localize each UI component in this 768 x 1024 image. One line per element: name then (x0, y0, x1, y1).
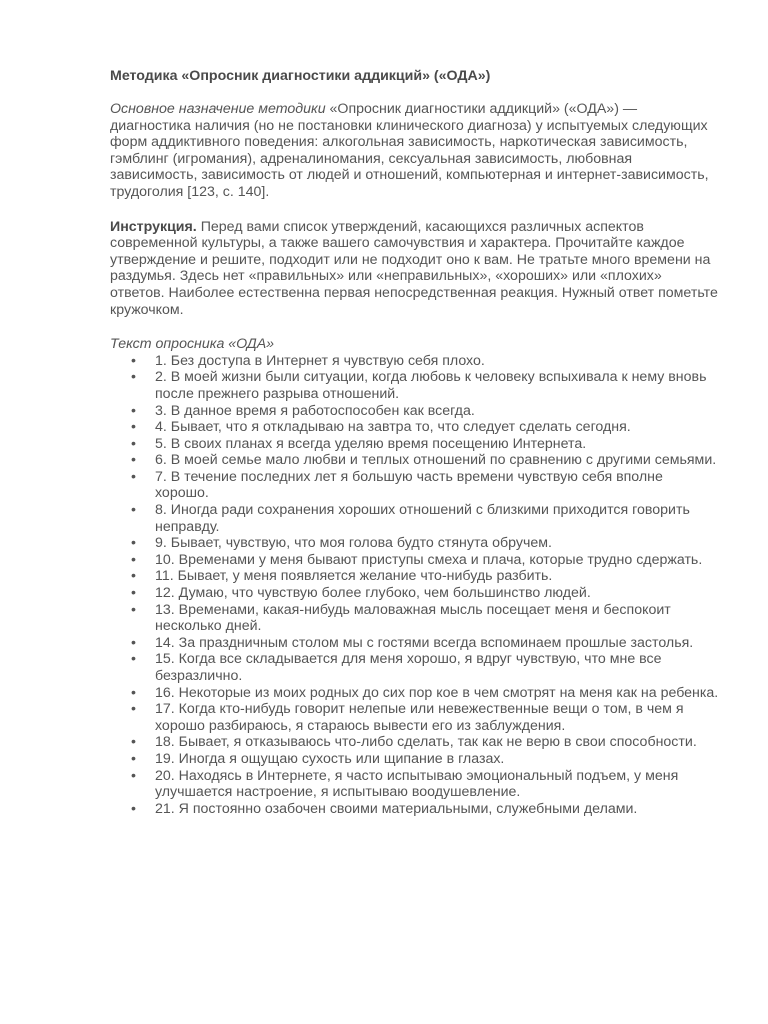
list-item-text: 19. Иногда я ощущаю сухость или щипание в глазах. (155, 750, 505, 767)
list-item (110, 768, 720, 801)
list-item (110, 369, 720, 402)
document-title: Методика «Опросник диагностики аддикций» («ОДА») (110, 68, 491, 84)
bullet-icon: • (131, 585, 136, 602)
list-item-text: 18. Бывает, я отказываюсь что-либо сделать, так как не верю в свои способности. (155, 734, 697, 751)
list-item-text: 21. Я постоянно озабочен своими материальными, служебными делами. (155, 800, 638, 817)
bullet-icon: • (131, 535, 136, 552)
bullet-icon: • (131, 568, 136, 585)
list-item-text: 5. В своих планах я всегда уделяю время посещению Интернета. (155, 435, 587, 452)
bullet-icon: • (131, 601, 136, 618)
list-item (110, 751, 720, 768)
list-item (110, 552, 720, 569)
list-item (110, 685, 720, 702)
list-item-text: 3. В данное время я работоспособен как всегда. (155, 402, 475, 419)
bullet-icon: • (131, 435, 136, 452)
bullet-icon: • (131, 734, 136, 751)
list-item (110, 535, 720, 552)
list-item (110, 403, 720, 420)
list-item-text: 10. Временами у меня бывают приступы смеха и плача, которые трудно сдержать. (155, 551, 703, 568)
list-item-text: 14. За праздничным столом мы с гостями всегда вспоминаем прошлые застолья. (155, 634, 694, 651)
list-item (110, 436, 720, 453)
list-item-text: 8. Иногда ради сохранения хороших отношений с близкими приходится говорить неправду. (155, 502, 690, 535)
list-item-text: 6. В моей семье мало любви и теплых отношений по сравнению с другими семьями. (155, 452, 717, 469)
list-item (110, 419, 720, 436)
bullet-icon: • (131, 468, 136, 485)
bullet-icon: • (131, 767, 136, 784)
list-item (110, 452, 720, 469)
list-item (110, 602, 720, 635)
bullet-icon: • (131, 369, 136, 386)
list-item-text: 4. Бывает, что я откладываю на завтра то, что следует сделать сегодня. (155, 419, 631, 436)
list-item-text: 2. В моей жизни были ситуации, когда любовь к человеку вспыхивала к нему вновь после прежнего разрыва отношений. (155, 369, 707, 402)
list-item (110, 469, 720, 502)
list-item-text: 16. Некоторые из моих родных до сих пор кое в чем смотрят на меня как на ребенка. (155, 684, 719, 701)
questionnaire-heading: Текст опросника «ОДА» (110, 336, 275, 353)
list-item-text: 13. Временами, какая-нибудь маловажная мысль посещает меня и беспокоит несколько дней. (155, 601, 671, 635)
list-item-text: 12. Думаю, что чувствую более глубоко, чем большинство людей. (155, 585, 591, 602)
bullet-icon: • (131, 352, 136, 369)
purpose-text: «Опросник диагностики аддикций» («ОДА») — диагностика наличия (но не постановки клинического диагноза) у испытуемых следующих форм аддиктивного поведения: алкогольная зависимость, наркотическая зависимость, гэмблинг (игромания), адреналиномания, сексуальная зависимость, любовная зависимость, зависимость от людей и отношений, компьютерная и интернет-зависимость, трудоголия [123, с. 140]. (110, 101, 709, 200)
list-item-text: 7. В течение последних лет я большую часть времени чувствую себя вполне хорошо. (155, 468, 663, 502)
instruction-label: Инструкция. (110, 218, 197, 235)
purpose-paragraph (110, 101, 720, 201)
list-item (110, 701, 720, 734)
instruction-paragraph (110, 219, 720, 319)
list-item-text: 1. Без доступа в Интернет я чувствую себя плохо. (155, 352, 485, 369)
bullet-icon: • (131, 452, 136, 469)
list-item (110, 651, 720, 684)
list-item (110, 801, 720, 818)
question-list-part1 (110, 353, 720, 751)
list-item (110, 635, 720, 652)
bullet-icon: • (131, 419, 136, 436)
bullet-icon: • (131, 701, 136, 718)
bullet-icon: • (131, 502, 136, 519)
bullet-icon: • (131, 684, 136, 701)
bullet-icon: • (131, 750, 136, 767)
bullet-icon: • (131, 634, 136, 651)
list-item (110, 568, 720, 585)
purpose-label: Основное назначение методики (110, 101, 326, 117)
list-item (110, 353, 720, 370)
question-list-part2 (110, 751, 720, 817)
list-item-text: 11. Бывает, у меня появляется желание что-нибудь разбить. (155, 568, 553, 585)
bullet-icon: • (131, 551, 136, 568)
list-item-text: 15. Когда все складывается для меня хорошо, я вдруг чувствую, что мне все безразлично. (155, 651, 662, 684)
list-item (110, 734, 720, 751)
list-item (110, 502, 720, 535)
document-page (110, 68, 720, 817)
list-item-text: 9. Бывает, чувствую, что моя голова будто стянута обручем. (155, 535, 552, 552)
list-item (110, 585, 720, 602)
bullet-icon: • (131, 800, 136, 817)
bullet-icon: • (131, 402, 136, 419)
instruction-text: Перед вами список утверждений, касающихся различных аспектов современной культуры, а также вашего самочувствия и характера. Прочитайте каждое утверждение и решите, подходит или не подходит оно к вам. Не тратьте много времени на раздумья. Здесь нет «правильных» или «неправильных», «хороших» или «плохих» ответов. Наиболее естественна первая непосредственная реакция. Нужный ответ пометьте кружочком. (110, 218, 718, 318)
list-item-text: 20. Находясь в Интернете, я часто испытываю эмоциональный подъем, у меня улучшается настроение, я испытываю воодушевление. (155, 767, 679, 801)
bullet-icon: • (131, 651, 136, 668)
list-item-text: 17. Когда кто-нибудь говорит нелепые или невежественные вещи о том, в чем я хорошо разбираюсь, я стараюсь вывести его из заблуждения. (155, 701, 684, 734)
